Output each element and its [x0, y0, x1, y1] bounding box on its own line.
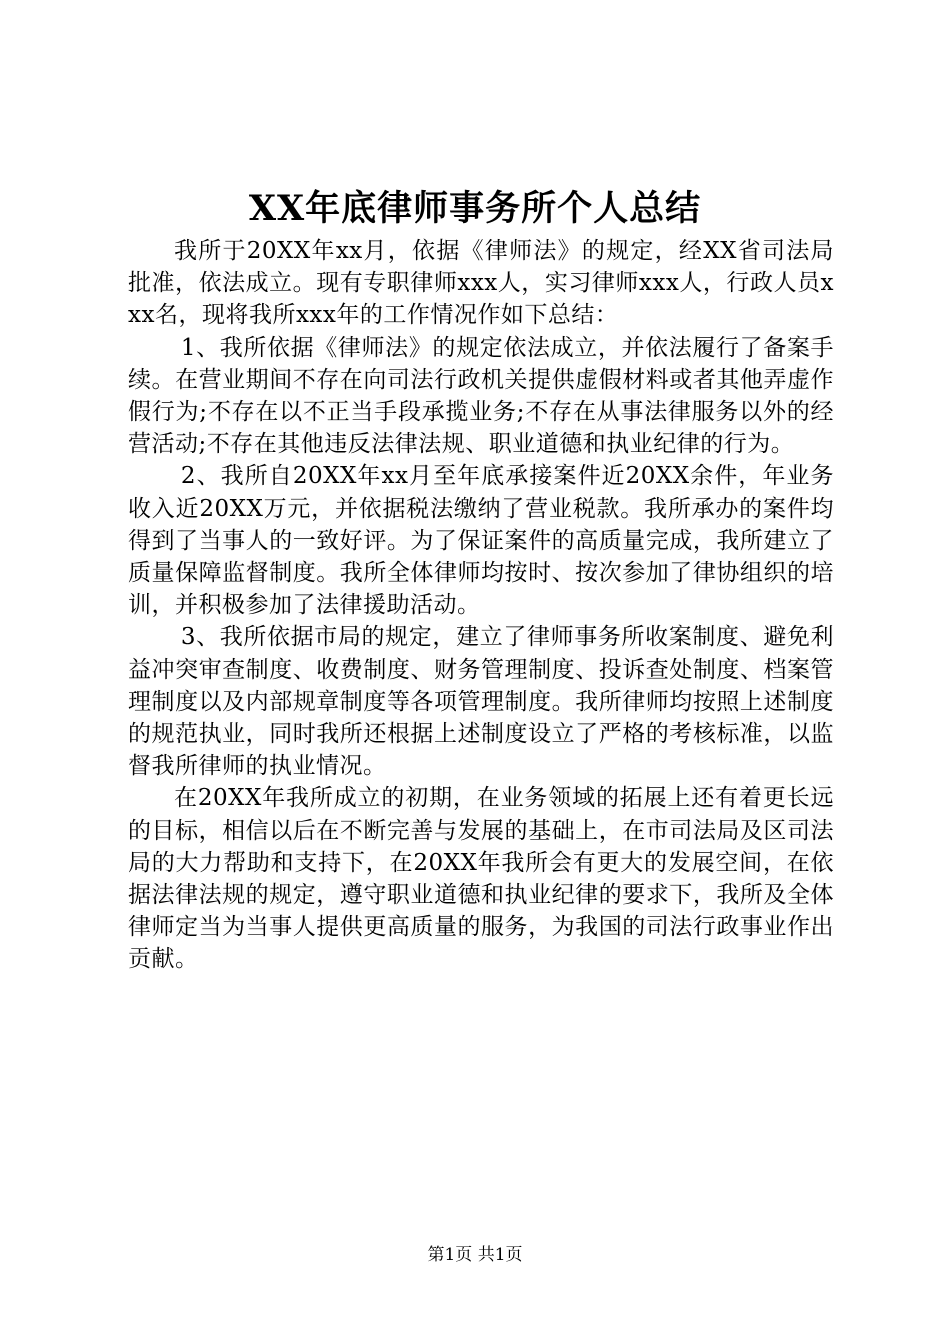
document-title: XX年底律师事务所个人总结 — [248, 188, 702, 229]
paragraph-item-1: 1、我所依据《律师法》的规定依法成立，并依法履行了备案手续。在营业期间不存在向司法行政机关提供虚假材料或者其他弄虚作假行为;不存在以不正当手段承揽业务;不存在从事法律服务以外的经营活动;不存在其他违反法律法规、职业道德和执业纪律的行为。 — [128, 334, 834, 458]
paragraph-item-2: 2、我所自20XX年xx月至年底承接案件近20XX余件，年业务收入近20XX万元，并依据税法缴纳了营业税款。我所承办的案件均得到了当事人的一致好评。为了保证案件的高质量完成，我所建立了质量保障监督制度。我所全体律师均按时、按次参加了律协组织的培训，并积极参加了法律援助活动。 — [128, 463, 834, 619]
document-body — [128, 235, 834, 976]
page-footer: 第1页 共1页 — [427, 1245, 523, 1265]
paragraph-intro: 我所于20XX年xx月，依据《律师法》的规定，经XX省司法局批准，依法成立。现有专职律师xxx人，实习律师xxx人，行政人员xxx名，现将我所xxx年的工作情况作如下总结： — [128, 238, 834, 329]
paragraph-item-3: 3、我所依据市局的规定，建立了律师事务所收案制度、避免利益冲突审查制度、收费制度、财务管理制度、投诉查处制度、档案管理制度以及内部规章制度等各项管理制度。我所律师均按照上述制度的规范执业，同时我所还根据上述制度设立了严格的考核标准，以监督我所律师的执业情况。 — [128, 624, 834, 780]
paragraph-conclusion: 在20XX年我所成立的初期，在业务领域的拓展上还有着更长远的目标，相信以后在不断完善与发展的基础上，在市司法局及区司法局的大力帮助和支持下，在20XX年我所会有更大的发展空间，在依据法律法规的规定，遵守职业道德和执业纪律的要求下，我所及全体律师定当为当事人提供更高质量的服务，为我国的司法行政事业作出贡献。 — [128, 785, 834, 973]
